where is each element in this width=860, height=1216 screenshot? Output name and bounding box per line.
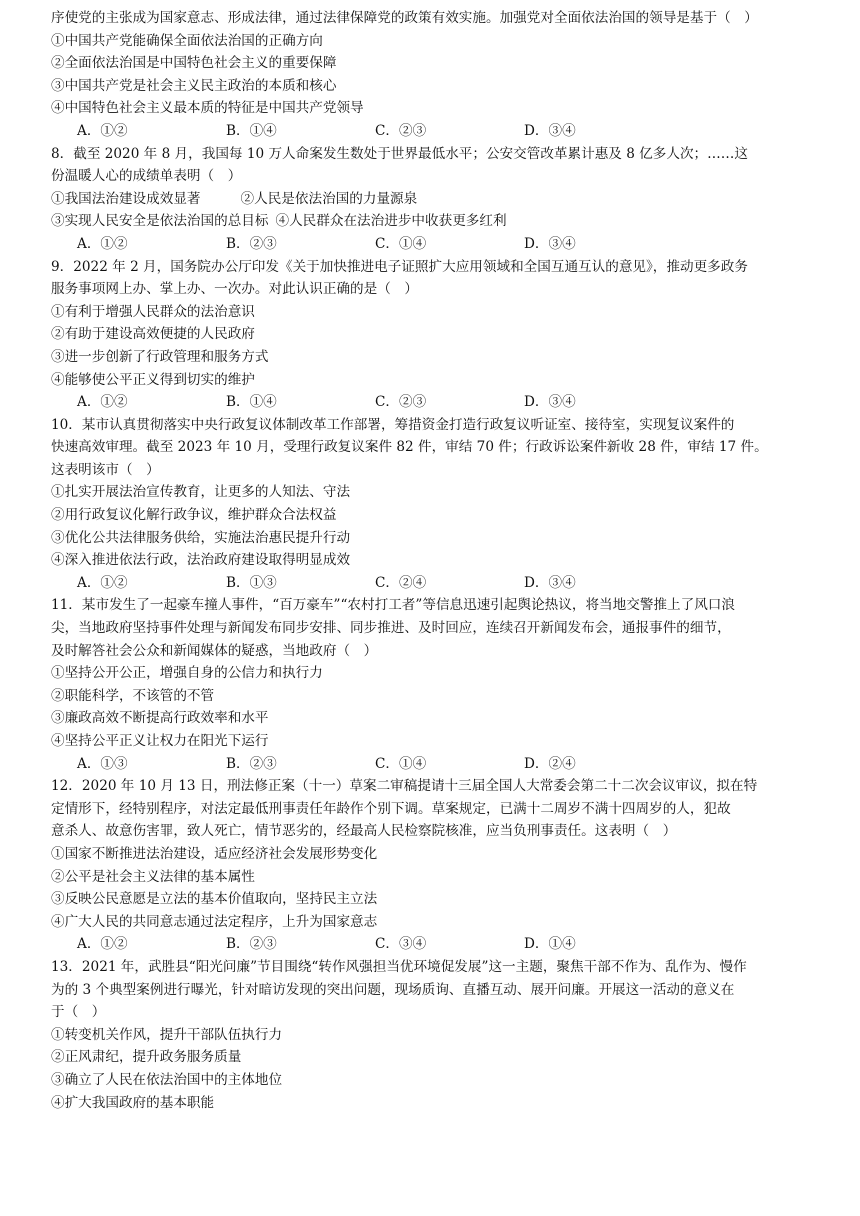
option-2: ②正风肃纪，提升政务服务质量 — [51, 1049, 242, 1066]
option-1: ①中国共产党能确保全面依法治国的正确方向 — [51, 32, 323, 49]
answer-a: A．①② — [77, 574, 128, 591]
question-13 — [51, 956, 818, 1114]
option-3: ③进一步创新了行政管理和服务方式 — [51, 348, 269, 365]
option-4: ④坚持公平正义让权力在阳光下运行 — [51, 733, 269, 749]
question-stem-line: 这表明该市（ ） — [51, 461, 160, 478]
option-4: ④广大人民的共同意志通过法定程序，上升为国家意志 — [51, 913, 378, 930]
option-2: ②公平是社会主义法律的基本属性 — [51, 868, 255, 885]
question-7 — [51, 7, 818, 143]
question-stem-line: 份温暖人心的成绩单表明（ ） — [51, 168, 242, 185]
option-1: ①有利于增强人民群众的法治意识 — [51, 303, 255, 320]
question-10 — [51, 414, 818, 595]
question-stem-line: 为的 3 个典型案例进行曝光，针对暗访发现的突出问题，现场质询、直播互动、展开问廉。开展这一活动的意义在 — [51, 981, 735, 998]
answer-b: B．②③ — [226, 235, 277, 252]
option-4: ④扩大我国政府的基本职能 — [51, 1094, 215, 1111]
option-1: ①扎实开展法治宣传教育，让更多的人知法、守法 — [51, 484, 351, 501]
question-stem-line: 意杀人、故意伤害罪，致人死亡，情节恶劣的，经最高人民检察院核准，应当负刑事责任。这表明（ ） — [51, 823, 677, 840]
question-stem-line: 及时解答社会公众和新闻媒体的疑惑，当地政府（ ） — [51, 642, 378, 659]
answer-a: A．①③ — [77, 755, 128, 772]
question-12 — [51, 775, 818, 956]
question-stem-line: 定情形下，经特别程序，对法定最低刑事责任年龄作个别下调。草案规定，已满十二周岁不满十四周岁的人，犯故 — [51, 800, 731, 817]
answer-d: D．②④ — [524, 755, 576, 772]
question-stem-line: 12．2020 年 10 月 13 日，刑法修正案（十一）草案二审稿提请十三届全国人大常委会第二十二次会议审议，拟在特 — [51, 778, 758, 795]
answer-choices — [51, 933, 818, 956]
question-8 — [51, 143, 818, 256]
option-4: ④能够使公平正义得到切实的维护 — [51, 371, 255, 388]
option-2: ②职能科学，不该管的不管 — [51, 687, 215, 704]
answer-d: D．③④ — [524, 394, 576, 411]
question-stem-line: 尖，当地政府坚持事件处理与新闻发布同步安排、同步推进、及时回应，连续召开新闻发布会，通报事件的细节， — [51, 620, 731, 637]
answer-c: C．①④ — [375, 755, 427, 772]
answer-a: A．①② — [77, 122, 128, 139]
answer-c: C．②③ — [375, 122, 427, 139]
question-stem-line: 快速高效审理。截至 2023 年 10 月，受理行政复议案件 82 件，审结 70 件；行政诉讼案件新收 28 件，审结 17 件。 — [51, 439, 768, 456]
question-11 — [51, 594, 818, 775]
option-row-1 — [51, 188, 818, 211]
answer-choices — [51, 391, 818, 414]
question-9 — [51, 256, 818, 414]
answer-d: D．①④ — [524, 936, 576, 953]
option-1: ①国家不断推进法治建设，适应经济社会发展形势变化 — [51, 845, 378, 862]
answer-c: C．③④ — [375, 936, 427, 953]
question-stem-line: 13．2021 年，武胜县“阳光问廉”节目围绕“转作风强担当优环境促发展”这一主题，聚焦干部不作为、乱作为、慢作 — [51, 958, 747, 975]
option-3: ③廉政高效不断提高行政效率和水平 — [51, 710, 269, 727]
answer-a: A．①② — [77, 235, 128, 252]
question-stem-line: 10．某市认真贯彻落实中央行政复议体制改革工作部署，筹措资金打造行政复议听证室、接待室，实现复议案件的 — [51, 416, 735, 433]
question-stem-line: 11．某市发生了一起豪车撞人事件，“百万豪车”“农村打工者”等信息迅速引起舆论热议，将当地交警推上了风口浪 — [51, 597, 735, 614]
option-1: ①我国法治建设成效显著 — [51, 190, 201, 207]
option-2: ②人民是依法治国的力量源泉 — [240, 190, 418, 207]
option-3: ③优化公共法律服务供给，实施法治惠民提升行动 — [51, 529, 351, 546]
option-4: ④人民群众在法治进步中收获更多红利 — [275, 213, 507, 230]
answer-a: A．①② — [77, 394, 128, 411]
answer-b: B．①④ — [226, 122, 277, 139]
option-row-2 — [51, 210, 818, 233]
question-stem-line: 服务事项网上办、掌上办、一次办。对此认识正确的是（ ） — [51, 281, 419, 298]
option-3: ③实现人民安全是依法治国的总目标 — [51, 213, 269, 230]
question-stem-line: 于（ ） — [51, 1004, 106, 1021]
question-stem-line: 8．截至 2020 年 8 月，我国每 10 万人命案发生数处于世界最低水平；公安交管改革累计惠及 8 亿多人次；……这 — [51, 145, 748, 162]
option-4: ④中国特色社会主义最本质的特征是中国共产党领导 — [51, 100, 364, 117]
question-stem-line: 9．2022 年 2 月，国务院办公厅印发《关于加快推进电子证照扩大应用领域和全国互通互认的意见》，推动更多政务 — [51, 258, 748, 275]
answer-b: B．②③ — [226, 755, 277, 772]
option-1: ①转变机关作风，提升干部队伍执行力 — [51, 1026, 283, 1043]
option-3: ③确立了人民在依法治国中的主体地位 — [51, 1071, 283, 1088]
answer-choices — [51, 233, 818, 256]
answer-b: B．②③ — [226, 936, 277, 953]
option-2: ②用行政复议化解行政争议，维护群众合法权益 — [51, 507, 337, 524]
option-4: ④深入推进依法行政，法治政府建设取得明显成效 — [51, 552, 351, 569]
option-2: ②全面依法治国是中国特色社会主义的重要保障 — [51, 55, 337, 72]
answer-d: D．③④ — [524, 122, 576, 139]
answer-c: C．②④ — [375, 574, 427, 591]
answer-choices — [51, 572, 818, 595]
option-3: ③中国共产党是社会主义民主政治的本质和核心 — [51, 77, 337, 94]
answer-b: B．①③ — [226, 574, 277, 591]
option-2: ②有助于建设高效便捷的人民政府 — [51, 326, 255, 343]
answer-d: D．③④ — [524, 574, 576, 591]
answer-b: B．①④ — [226, 394, 277, 411]
answer-choices — [51, 753, 818, 776]
answer-c: C．②③ — [375, 394, 427, 411]
question-stem-line: 序使党的主张成为国家意志、形成法律，通过法律保障党的政策有效实施。加强党对全面依法治国的领导是基于（ ） — [51, 10, 758, 26]
answer-choices — [51, 120, 818, 143]
answer-a: A．①② — [77, 936, 128, 953]
answer-d: D．③④ — [524, 235, 576, 252]
option-1: ①坚持公开公正，增强自身的公信力和执行力 — [51, 665, 323, 682]
answer-c: C．①④ — [375, 235, 427, 252]
option-3: ③反映公民意愿是立法的基本价值取向，坚持民主立法 — [51, 891, 378, 908]
